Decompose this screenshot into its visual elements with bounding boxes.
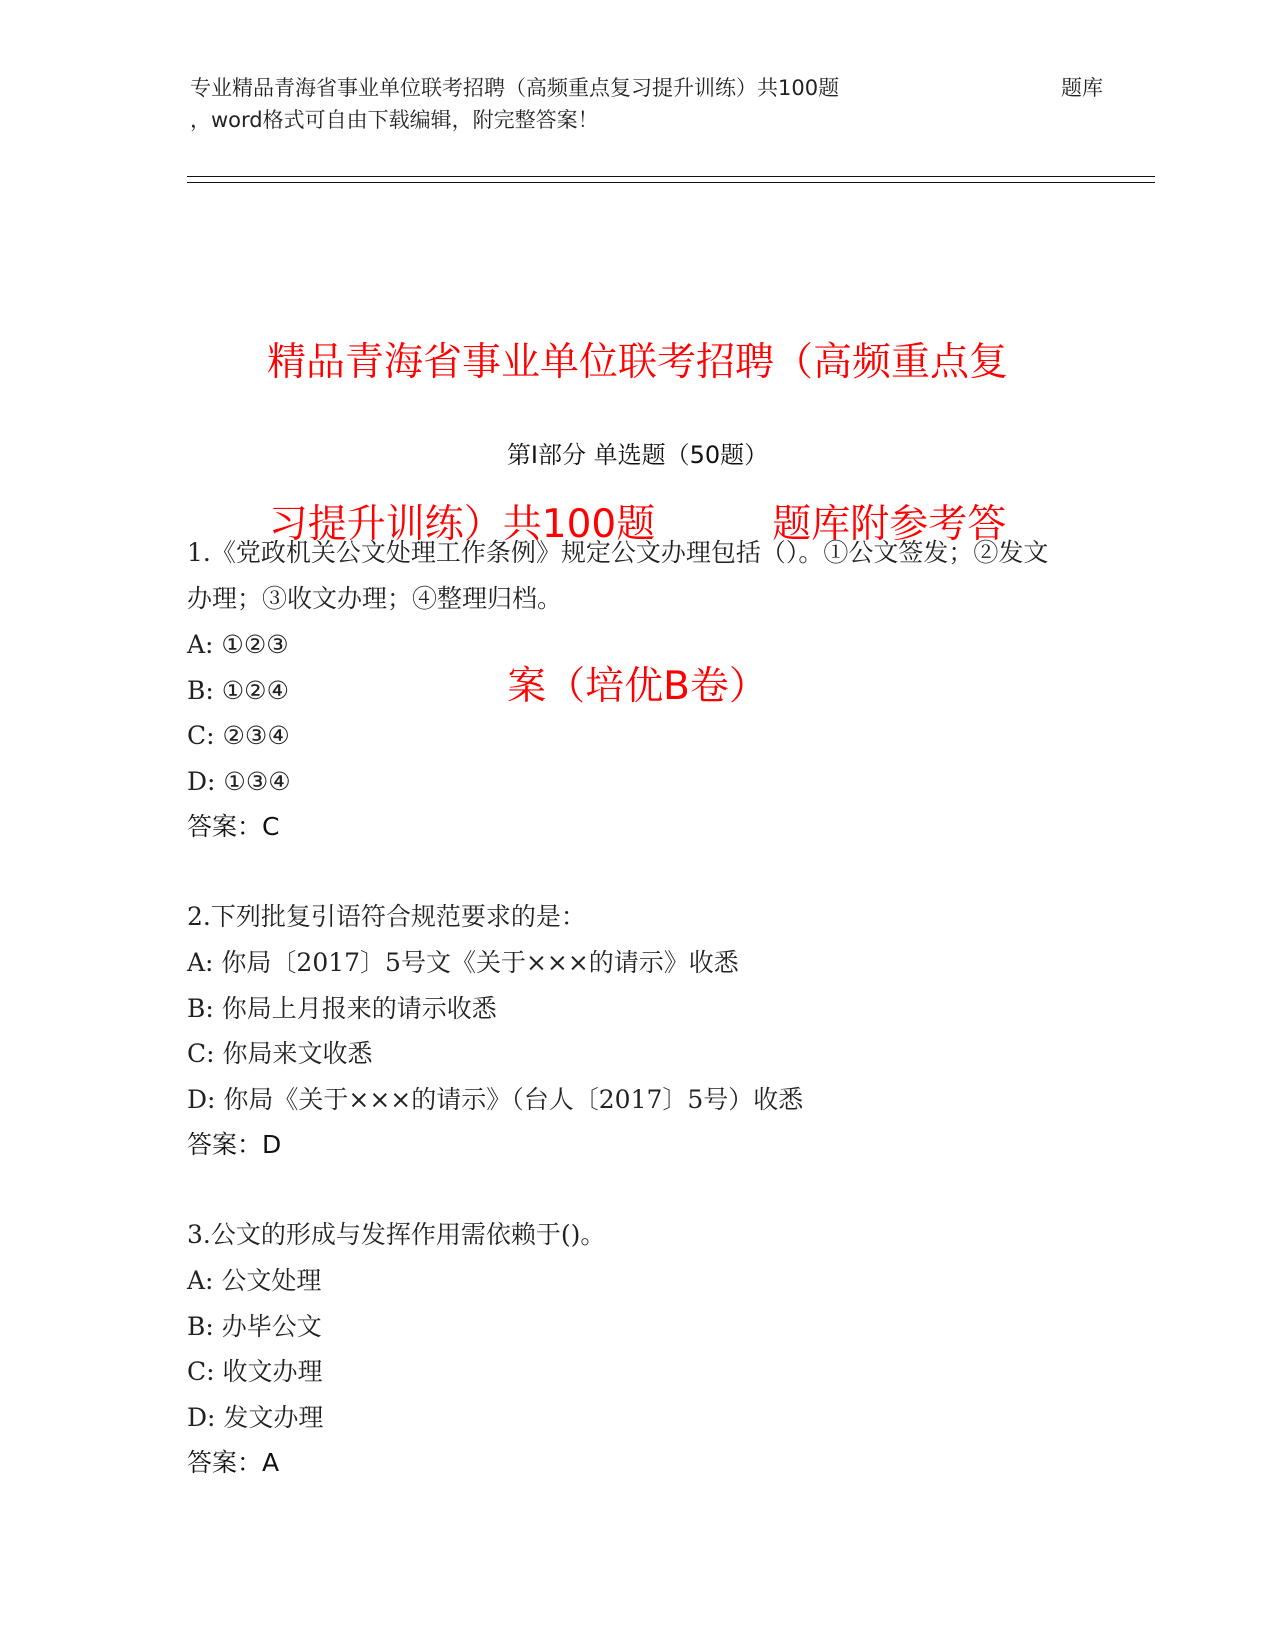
header-divider-top: [187, 176, 1155, 177]
header-line-2: ，word格式可自由下载编辑，附完整答案！: [190, 108, 599, 132]
question-2: [187, 894, 1067, 1168]
title-line-3: 案（培优B卷）: [507, 664, 768, 709]
option-d: D: 你局《关于×××的请示》（台人〔2017〕5号）收悉: [187, 1084, 804, 1114]
option-b: B: 办毕公文: [187, 1311, 322, 1341]
option-b: B: ①②④: [187, 675, 289, 705]
option-a: A: 你局〔2017〕5号文《关于×××的请示》收悉: [187, 948, 739, 977]
question-3: [187, 1212, 1067, 1486]
option-c: C: 你局来文收悉: [187, 1039, 373, 1068]
answer: 答案：D: [187, 1130, 282, 1159]
question-list: [187, 530, 1067, 1530]
option-b: B: 你局上月报来的请示收悉: [187, 993, 497, 1023]
question-stem: 3.公文的形成与发挥作用需依赖于()。: [187, 1220, 606, 1249]
question-stem: 1.《党政机关公文处理工作条例》规定公文办理包括（）。①公文签发；②发文办理；③收文办理；④整理归档。: [187, 538, 1049, 613]
question-1: [187, 530, 1067, 850]
option-c: C: 收文办理: [187, 1357, 323, 1386]
header-divider-bottom: [187, 182, 1155, 183]
title-line-1: 精品青海省事业单位联考招聘（高频重点复: [266, 340, 1008, 385]
option-d: D: 发文办理: [187, 1402, 324, 1432]
answer: 答案：A: [187, 1448, 280, 1477]
option-a: A: ①②③: [187, 630, 289, 659]
question-stem: 2.下列批复引语符合规范要求的是：: [187, 902, 586, 931]
header-right-text: 题库: [1061, 76, 1103, 100]
header-text: 专业精品青海省事业单位联考招聘（高频重点复习提升训练）共100题: [190, 76, 840, 100]
option-c: C: ②③④: [187, 721, 290, 750]
page-header: [190, 72, 1155, 136]
option-d: D: ①③④: [187, 766, 291, 796]
section-title: 第Ⅰ部分 单选题（50题）: [506, 441, 769, 469]
answer: 答案：C: [187, 812, 280, 841]
option-a: A: 公文处理: [187, 1266, 322, 1295]
header-line-1: [190, 72, 1155, 104]
title-line-2: 习提升训练）共100题 题库附参考答: [268, 502, 1007, 547]
